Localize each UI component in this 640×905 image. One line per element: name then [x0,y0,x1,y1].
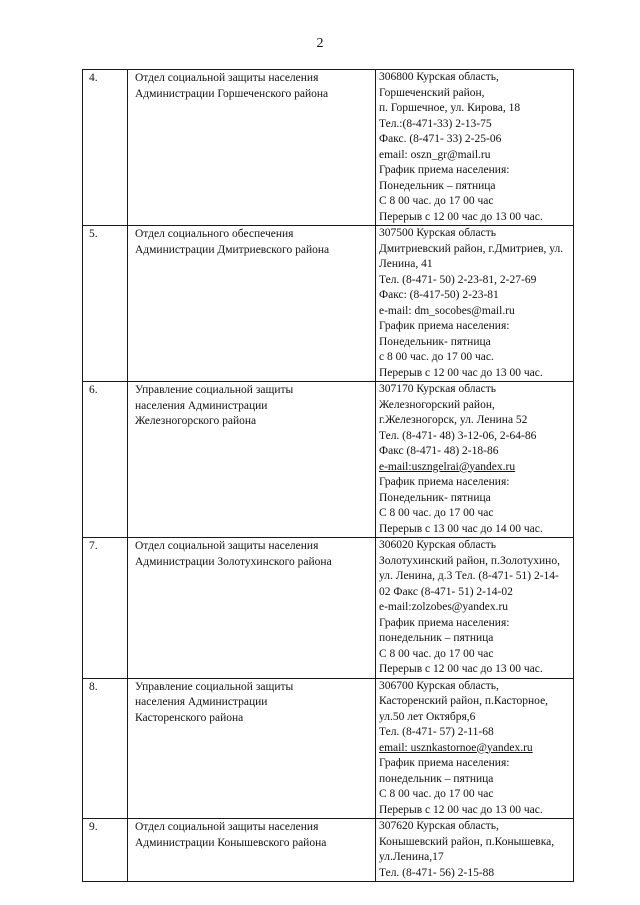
contact-line: Понедельник – пятница [379,179,496,192]
office-name-line: Администрации Горшеченского района [135,87,329,100]
row-number-cell [83,382,128,538]
contact-line: Перерыв с 12 00 час до 13 00 час. [379,663,543,675]
office-contacts-cell [376,70,574,226]
offices-table [82,69,574,882]
office-name [128,226,375,258]
contact-line: График приема населения: [379,757,510,769]
office-name-line: Администрации Дмитриевского района [135,243,330,256]
contact-line: Дмитриевский район, г.Дмитриев, ул. [379,242,564,255]
contact-line: 306800 Курская область, [379,71,499,83]
contact-line: С 8 00 час. до 17 00 час [379,788,494,800]
contact-line: С 8 00 час. до 17 00 час [379,195,494,207]
office-name [128,679,375,727]
row-number: 9. [89,821,98,833]
office-name-line: Отдел социальной защиты населения [135,540,319,552]
office-name-line: населения Администрации [135,696,268,708]
email-link[interactable]: e-mail:uszngelrai@yandex.ru [379,460,516,473]
contact-line: Перерыв с 12 00 час до 13 00 час. [379,366,543,379]
contact-line: С 8 00 час. до 17 00 час [379,507,494,519]
contact-line: 306020 Курская область [379,539,496,551]
office-name-line: Отдел социальной защиты населения [135,72,319,84]
row-number-cell [83,678,128,819]
contact-line: Горшеченский район, [379,86,485,99]
contact-line: График приема населения: [379,320,510,332]
office-contacts-cell [376,226,574,382]
contact-line: Перерыв с 12 00 час до 13 00 час. [379,803,543,816]
office-name-line: Управление социальной защиты [135,384,294,396]
contact-line: понедельник – пятница [379,772,494,785]
office-name-line: Железногорского района [135,415,257,427]
contact-line: п. Горшечное, ул. Кирова, 18 [379,102,521,114]
row-number-cell [83,819,128,882]
office-contacts-cell [376,678,574,819]
contact-line: Тел. (8-471- 56) 2-15-88 [379,866,495,879]
table-row [83,382,574,538]
contact-line: email: oszn_gr@mail.ru [379,148,491,161]
row-number: 6. [89,384,98,396]
contact-line: Касторенский район, п.Касторное, [379,695,549,707]
contact-line: Золотухинский район, п.Золотухино, [379,554,560,567]
office-name-cell [128,226,376,382]
contact-line: с 8 00 час. до 17 00 час. [379,351,494,363]
row-number: 8. [89,680,98,693]
contact-line: Тел.:(8-471-33) 2-13-75 [379,117,492,130]
offices-table-body [83,70,574,882]
contact-line: Факс: (8-417-50) 2-23-81 [379,289,499,301]
page-number: 2 [316,36,324,51]
office-name-line: Отдел социального обеспечения [135,228,294,240]
contact-line: Тел. (8-471- 57) 2-11-68 [379,726,494,738]
office-name [128,70,375,102]
contact-line: ул. Ленина, д.3 Тел. (8-471- 51) 2-14- [379,570,559,582]
office-contacts-cell [376,538,574,679]
contact-line: График приема населения: [379,476,510,488]
table-row [83,819,574,882]
email-link[interactable]: email: usznkastornoe@yandex.ru [379,741,533,754]
contact-line: ул.50 лет Октября,6 [379,710,476,723]
office-contacts [376,70,573,225]
office-contacts-cell [376,819,574,882]
office-contacts [376,382,573,537]
office-contacts [376,538,573,678]
office-contacts [376,819,573,881]
contact-line: Железногорский район, [379,398,495,411]
row-number-cell [83,70,128,226]
contact-line: 02 Факс (8-471- 51) 2-14-02 [379,585,513,598]
office-name-cell [128,70,376,226]
contact-line: Перерыв с 12 00 час до 13 00 час. [379,210,543,223]
contact-line: ул.Ленина,17 [379,851,444,863]
row-number: 5. [89,228,98,240]
office-name [128,382,375,430]
office-name-cell [128,678,376,819]
contact-line: 307500 Курская область [379,227,496,239]
contact-line: 307170 Курская область [379,383,496,395]
office-contacts [376,226,573,381]
contact-line: Тел. (8-471- 48) 3-12-06, 2-64-86 [379,429,537,442]
contact-line: понедельник – пятница [379,632,494,644]
contact-line: 307620 Курская область, [379,820,499,832]
office-name-cell [128,382,376,538]
contact-line: Конышевский район, п.Конышевка, [379,835,555,848]
office-name-line: Управление социальной защиты [135,680,294,693]
office-name-line: Касторенского района [135,711,244,724]
row-number-cell [83,538,128,679]
contact-line: Факс. (8-471- 33) 2-25-06 [379,133,502,145]
contact-line: e-mail:zolzobes@yandex.ru [379,601,509,613]
office-name-line: Администрации Конышевского района [135,836,327,849]
office-name-line: Отдел социальной защиты населения [135,821,319,833]
contact-line: Понедельник- пятница [379,335,491,348]
contact-line: С 8 00 час. до 17 00 час [379,647,494,660]
table-row [83,678,574,819]
office-name-cell [128,538,376,679]
contact-line: Факс (8-471- 48) 2-18-86 [379,445,499,457]
table-row [83,538,574,679]
contact-line: Понедельник- пятница [379,491,491,504]
contact-line: г.Железногорск, ул. Ленина 52 [379,414,528,426]
office-contacts-cell [376,382,574,538]
row-number-cell [83,226,128,382]
contact-line: 306700 Курская область, [379,679,499,692]
office-name [128,538,375,570]
office-name-line: населения Администрации [135,399,268,412]
office-name [128,819,375,851]
office-name-cell [128,819,376,882]
contact-line: Ленина, 41 [379,258,433,270]
office-name-line: Администрации Золотухинского района [135,555,332,568]
office-contacts [376,679,573,819]
contact-line: Перерыв с 13 00 час до 14 00 час. [379,522,543,535]
contact-line: График приема населения: [379,164,510,176]
row-number: 4. [89,72,98,84]
contact-line: График приема населения: [379,616,510,629]
table-row [83,70,574,226]
contact-line: e-mail: dm_socobes@mail.ru [379,304,515,317]
table-row [83,226,574,382]
contact-line: Тел. (8-471- 50) 2-23-81, 2-27-69 [379,273,537,286]
row-number: 7. [89,540,98,552]
